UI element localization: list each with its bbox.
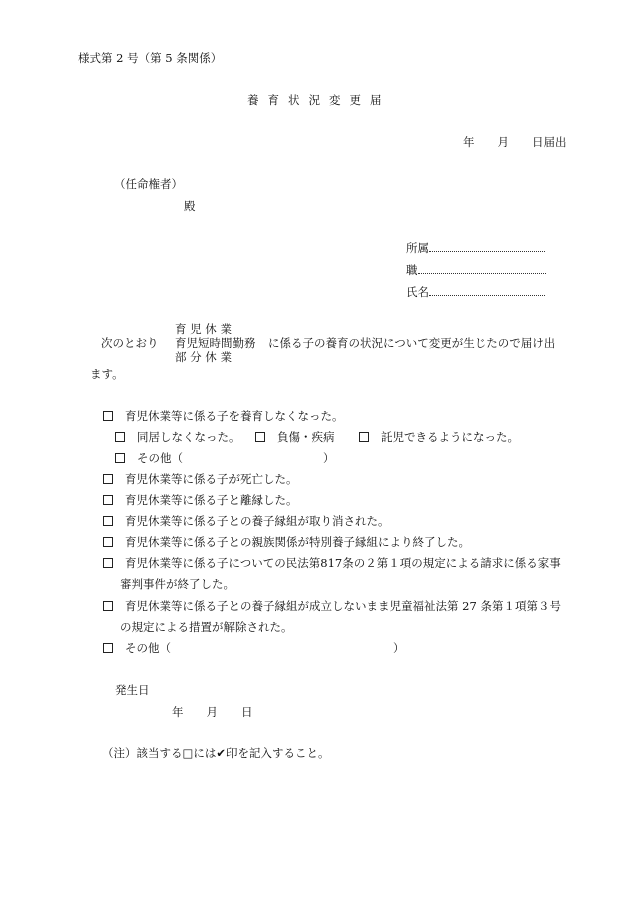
check-subitem-not-living[interactable] <box>115 432 241 444</box>
check-item-adoption-cancelled[interactable] <box>103 516 390 528</box>
check-item-child-welfare[interactable] <box>103 601 561 613</box>
position-label: 職 <box>406 263 418 277</box>
check-item-label: 育児休業等に係る子が死亡した。 <box>125 472 298 486</box>
check-item-separated[interactable] <box>103 495 298 507</box>
check-item-label: 育児休業等に係る子についての民法第817条の２第１項の規定による請求に係る家事 <box>125 556 561 570</box>
honorific: 殿 <box>184 199 196 213</box>
name-input-line[interactable] <box>429 295 545 296</box>
checkbox[interactable] <box>103 558 113 568</box>
name-field[interactable] <box>406 287 545 299</box>
check-item-label: その他（ <box>137 451 183 465</box>
other-close-paren: ） <box>393 641 405 655</box>
check-item-label: 育児休業等に係る子との親族関係が特別養子縁組により終了した。 <box>125 535 470 549</box>
checkbox[interactable] <box>103 537 113 547</box>
document-title: 養育状況変更届 <box>247 93 391 107</box>
statement-continuation: ます。 <box>90 367 124 381</box>
sub-other-close-paren: ） <box>323 451 335 465</box>
check-subitem-injury[interactable] <box>255 432 335 444</box>
statement-prefix: 次のとおり <box>101 336 159 350</box>
checkbox[interactable] <box>103 643 113 653</box>
name-label: 氏名 <box>406 285 429 299</box>
check-item-label: 同居しなくなった。 <box>137 430 241 444</box>
checkbox[interactable] <box>255 432 265 442</box>
position-field[interactable] <box>406 265 546 277</box>
check-item-label: 育児休業等に係る子と離縁した。 <box>125 493 298 507</box>
check-item-not-raising[interactable] <box>103 411 344 423</box>
check-item-special-adoption[interactable] <box>103 537 470 549</box>
form-number: 様式第 2 号（第 5 条関係） <box>78 51 223 65</box>
check-item-civil-code[interactable] <box>103 558 561 570</box>
checkbox[interactable] <box>359 432 369 442</box>
submission-date: 年 月 日届出 <box>463 135 567 149</box>
check-subitem-other[interactable] <box>115 453 183 465</box>
checkbox[interactable] <box>103 516 113 526</box>
check-item-died[interactable] <box>103 474 298 486</box>
checkbox[interactable] <box>103 411 113 421</box>
checkbox[interactable] <box>115 453 125 463</box>
check-item-label: 負傷・疾病 <box>277 430 335 444</box>
check-item-label: 育児休業等に係る子との養子縁組が成立しないまま児童福祉法第 27 条第１項第３号 <box>125 599 561 613</box>
occurrence-label: 発生日 <box>115 683 150 697</box>
statement-suffix: に係る子の養育の状況について変更が生じたので届け出 <box>268 336 556 350</box>
leave-type-short-hours: 育児短時間勤務 <box>175 336 256 350</box>
check-item-label: その他（ <box>125 641 171 655</box>
checkbox[interactable] <box>103 601 113 611</box>
occurrence-date[interactable]: 年 月 日 <box>172 705 253 719</box>
leave-type-partial: 部 分 休 業 <box>175 350 232 364</box>
affiliation-label: 所属 <box>406 241 429 255</box>
affiliation-field[interactable] <box>406 243 545 255</box>
check-item-label: 育児休業等に係る子との養子縁組が取り消された。 <box>125 514 390 528</box>
check-item-other[interactable] <box>103 643 171 655</box>
check-item-label: 育児休業等に係る子を養育しなくなった。 <box>125 409 344 423</box>
position-input-line[interactable] <box>418 273 546 274</box>
leave-type-childcare: 育 児 休 業 <box>175 322 232 336</box>
check-item-label: 託児できるようになった。 <box>381 430 519 444</box>
civil-code-continuation: 審判事件が終了した。 <box>120 577 235 591</box>
checkbox[interactable] <box>115 432 125 442</box>
child-welfare-continuation: の規定による措置が解除された。 <box>120 620 293 634</box>
checkbox[interactable] <box>103 474 113 484</box>
checkbox[interactable] <box>103 495 113 505</box>
footnote: （注）該当する□には✔印を記入すること。 <box>102 746 330 760</box>
appointing-authority: （任命権者） <box>114 177 183 191</box>
affiliation-input-line[interactable] <box>429 251 545 252</box>
check-subitem-childcare[interactable] <box>359 432 519 444</box>
